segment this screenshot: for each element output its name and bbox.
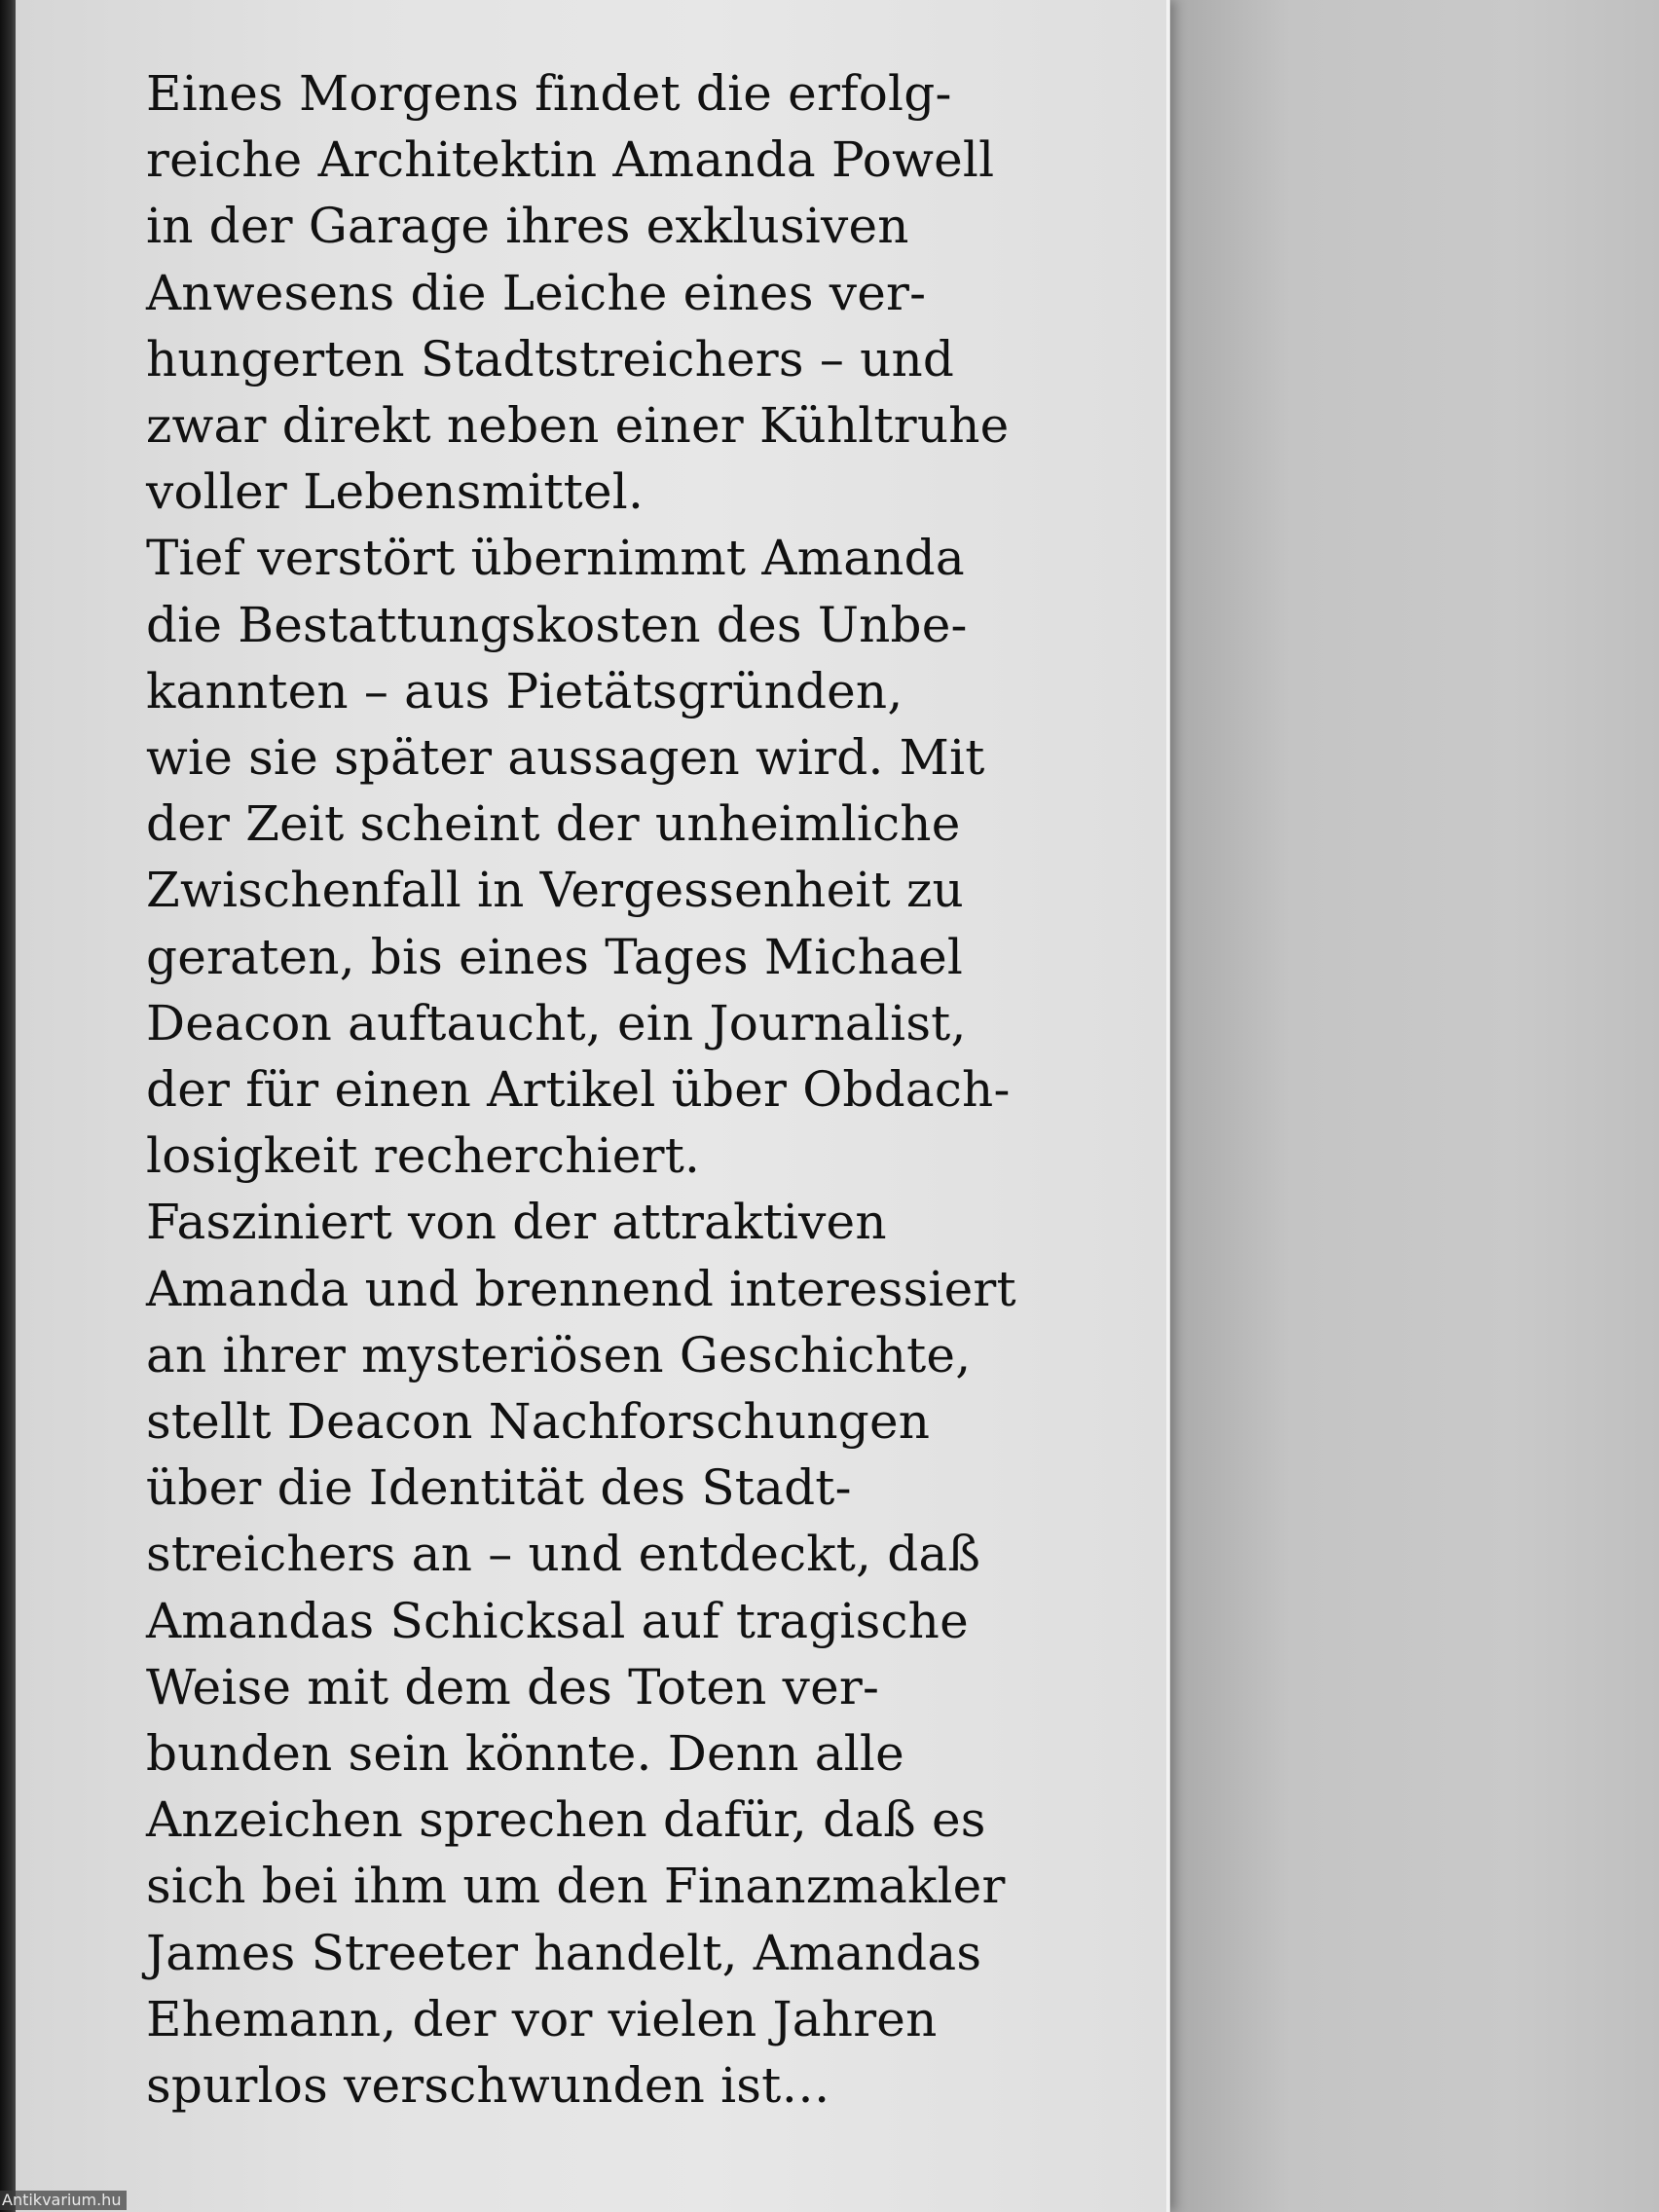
blurb-line: stellt Deacon Nachforschungen: [146, 1393, 931, 1451]
blurb-line: streichers an – und entdeckt, daß: [146, 1526, 981, 1583]
blurb-line: reiche Architektin Amanda Powell: [146, 131, 995, 189]
blurb-line: losigkeit recherchiert.: [146, 1127, 701, 1185]
blurb-line: Amanda und brennend interessiert: [146, 1260, 1016, 1317]
watermark: Antikvarium.hu: [0, 2191, 127, 2210]
blurb-line: hungerten Stadtstreichers – und: [146, 330, 955, 387]
blurb-line: über die Identität des Stadt-: [146, 1459, 852, 1517]
blurb-line: sich bei ihm um den Finanzmakler: [146, 1858, 1006, 1915]
blurb-line: Ehemann, der vor vielen Jahren: [146, 1990, 938, 2047]
blurb-line: Anwesens die Leiche eines ver-: [146, 264, 927, 321]
blurb-line: der Zeit scheint der unheimliche: [146, 795, 961, 853]
blurb-line: Weise mit dem des Toten ver-: [146, 1658, 880, 1715]
blurb-line: an ihrer mysteriösen Geschichte,: [146, 1326, 972, 1383]
blurb-line: Anzeichen sprechen dafür, daß es: [146, 1791, 986, 1849]
blurb-line: voller Lebensmittel.: [146, 463, 645, 521]
back-page: [1168, 0, 1659, 2212]
flap-fold-line: [1166, 0, 1169, 2212]
blurb-line: Zwischenfall in Vergessenheit zu: [146, 862, 964, 919]
blurb-line: Tief verstört übernimmt Amanda: [146, 530, 965, 587]
blurb-line: Eines Morgens findet die erfolg-: [146, 65, 952, 122]
blurb-line: Amandas Schicksal auf tragische: [146, 1592, 969, 1649]
blurb-line: wie sie später aussagen wird. Mit: [146, 729, 985, 787]
blurb-line: die Bestattungskosten des Unbe-: [146, 596, 968, 653]
blurb-line: spurlos verschwunden ist…: [146, 2057, 830, 2115]
blurb-line: Deacon auftaucht, ein Journalist,: [146, 994, 967, 1051]
blurb-line: der für einen Artikel über Obdach-: [146, 1061, 1011, 1119]
blurb-line: James Streeter handelt, Amandas: [146, 1924, 982, 1981]
blurb-line: bunden sein könnte. Denn alle: [146, 1725, 904, 1783]
blurb-line: kannten – aus Pietätsgründen,: [146, 662, 903, 719]
blurb-line: zwar direkt neben einer Kühltruhe: [146, 397, 1010, 455]
blurb-text: [146, 60, 1159, 2119]
blurb-line: in der Garage ihres exklusiven: [146, 198, 909, 255]
blurb-line: Fasziniert von der attraktiven: [146, 1194, 887, 1251]
blurb-line: geraten, bis eines Tages Michael: [146, 928, 964, 985]
